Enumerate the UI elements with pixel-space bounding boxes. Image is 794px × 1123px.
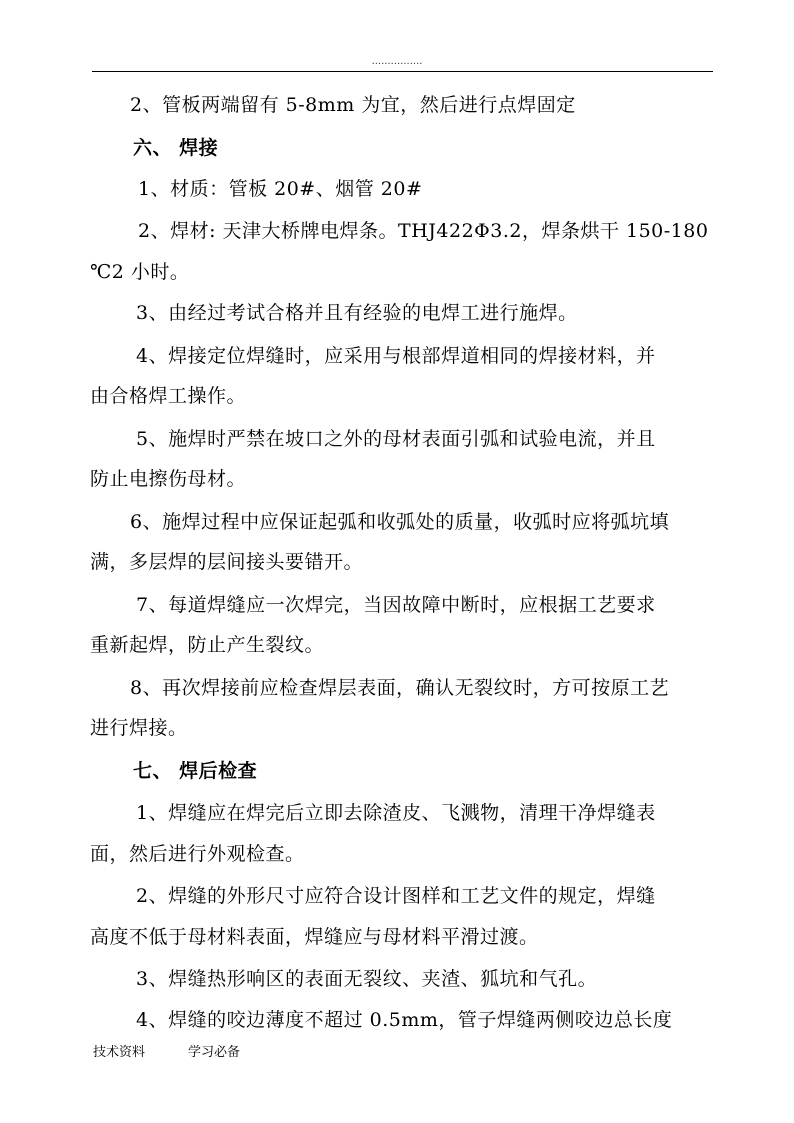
text-line: ℃2 小时。 <box>90 261 190 283</box>
text-line: 5、施焊时严禁在坡口之外的母材表面引弧和试验电流，并且 <box>136 428 656 450</box>
text-line: 由合格焊工操作。 <box>90 385 247 407</box>
header-dots: ................ <box>371 56 423 67</box>
text-line: 2、焊缝的外形尺寸应符合设计图样和工艺文件的规定，焊缝 <box>136 885 656 907</box>
header-rule <box>92 71 713 72</box>
text-line: 1、材质：管板 20#、烟管 20# <box>138 178 423 200</box>
text-line: 满，多层焊的层间接头要错开。 <box>90 551 364 573</box>
text-line: 1、焊缝应在焊完后立即去除渣皮、飞溅物，清理干净焊缝表 <box>136 802 656 824</box>
footer-left-label: 技术资料 <box>93 1045 146 1060</box>
footer-right-label: 学习必备 <box>188 1045 241 1060</box>
text-line: 3、焊缝热形响区的表面无裂纹、夹渣、狐坑和气孔。 <box>136 968 598 990</box>
section-heading-post-weld-inspection: 七、 焊后检查 <box>133 760 258 782</box>
text-line: 面，然后进行外观检查。 <box>90 843 305 865</box>
section-heading-welding: 六、 焊接 <box>133 137 219 159</box>
text-line: 防止电擦伤母材。 <box>90 468 247 490</box>
text-line: 4、焊缝的咬边薄度不超过 0.5mm，管子焊缝两侧咬边总长度 <box>136 1009 673 1031</box>
text-line: 3、由经过考试合格并且有经验的电焊工进行施焊。 <box>136 302 578 324</box>
text-line: 8、再次焊接前应检查焊层表面，确认无裂纹时，方可按原工艺 <box>130 677 670 699</box>
text-line: 7、每道焊缝应一次焊完，当因故障中断时，应根据工艺要求 <box>136 594 656 616</box>
text-line: 2、焊材: 天津大桥牌电焊条。THJ422Φ3.2，焊条烘干 150-180 <box>138 220 709 242</box>
text-line: 2、管板两端留有 5-8mm 为宜，然后进行点焊固定 <box>130 94 576 116</box>
text-line: 高度不低于母材料表面，焊缝应与母材料平滑过渡。 <box>90 926 539 948</box>
text-line: 重新起焊，防止产生裂纹。 <box>90 634 325 656</box>
text-line: 4、焊接定位焊缝时，应采用与根部焊道相同的焊接材料，并 <box>136 345 656 367</box>
text-line: 6、施焊过程中应保证起弧和收弧处的质量，收弧时应将弧坑填 <box>130 511 670 533</box>
text-line: 进行焊接。 <box>90 717 188 739</box>
